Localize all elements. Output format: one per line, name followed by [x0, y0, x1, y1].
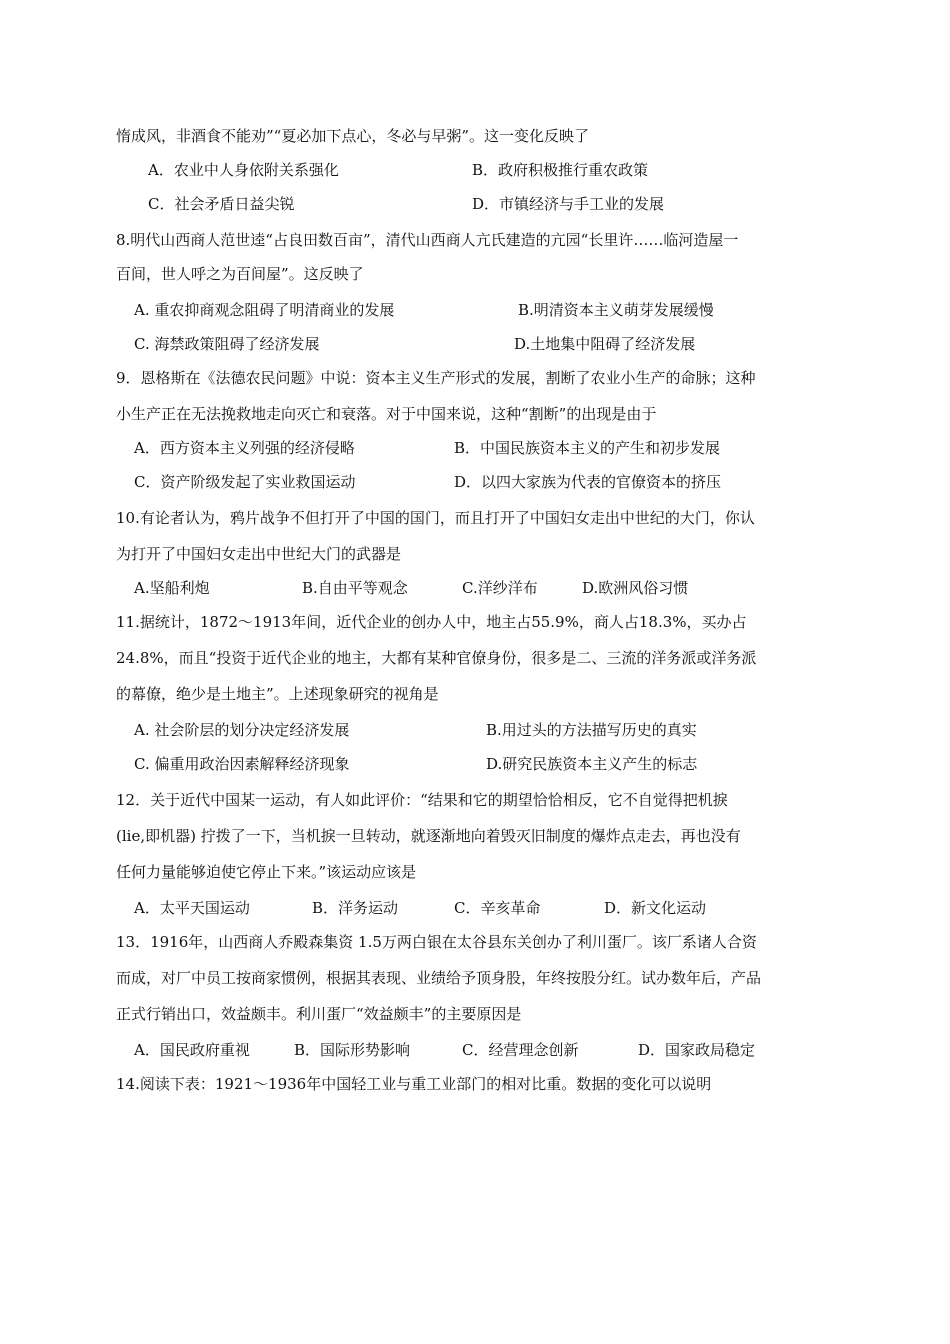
q13-option-c: C．经营理念创新 [462, 1041, 579, 1059]
question-8-stem-line-2: 百间，世人呼之为百间屋”。这反映了 [116, 265, 364, 283]
question-7-stem-line: 惰成风，非酒食不能劝”“夏必加下点心，冬必与早粥”。这一变化反映了 [116, 127, 590, 145]
q12-option-c: C．辛亥革命 [454, 899, 541, 917]
question-10-stem-line-1: 10.有论者认为，鸦片战争不但打开了中国的国门，而且打开了中国妇女走出中世纪的大门，你认 [116, 509, 755, 527]
q9-option-d: D．以四大家族为代表的官僚资本的挤压 [454, 473, 722, 491]
q12-option-b: B．洋务运动 [312, 899, 399, 917]
q10-option-a: A.坚船利炮 [134, 579, 210, 597]
question-8-stem-line-1: 8.明代山西商人范世逵“占良田数百亩”，清代山西商人亢氏建造的亢园“长里许……临河造屋一 [116, 231, 739, 249]
q13-option-a: A．国民政府重视 [134, 1041, 250, 1059]
question-11-stem-line-1: 11.据统计，1872～1913年间，近代企业的创办人中，地主占55.9%，商人占18.3%，买办占 [116, 613, 747, 631]
q11-option-d: D.研究民族资本主义产生的标志 [486, 755, 698, 773]
q12-option-d: D．新文化运动 [604, 899, 707, 917]
question-13-stem-line-1: 13．1916年，山西商人乔殿森集资 1.5万两白银在太谷县东关创办了利川蛋厂。该厂系诸人合资 [116, 933, 757, 951]
question-11-stem-line-2: 24.8%，而且“投资于近代企业的地主，大都有某种官僚身份，很多是二、三流的洋务派或洋务派 [116, 649, 757, 667]
q13-option-d: D．国家政局稳定 [638, 1041, 756, 1059]
q8-option-c: C. 海禁政策阻碍了经济发展 [134, 335, 320, 353]
q9-option-b: B．中国民族资本主义的产生和初步发展 [454, 439, 721, 457]
q10-option-c: C.洋纱洋布 [462, 579, 538, 597]
q11-option-c: C. 偏重用政治因素解释经济现象 [134, 755, 350, 773]
q11-option-a: A. 社会阶层的划分决定经济发展 [134, 721, 350, 739]
question-13-stem-line-3: 正式行销出口，效益颇丰。利川蛋厂“效益颇丰”的主要原因是 [116, 1005, 522, 1023]
question-14-stem-line-1: 14.阅读下表：1921～1936年中国轻工业与重工业部门的相对比重。数据的变化可以说明 [116, 1075, 712, 1093]
question-9-stem-line-2: 小生产正在无法挽救地走向灭亡和衰落。对于中国来说，这种“割断”的出现是由于 [116, 405, 657, 423]
q8-option-a: A. 重农抑商观念阻碍了明清商业的发展 [134, 301, 395, 319]
question-12-stem-line-2: (lie,即机器) 拧拨了一下，当机捩一旦转动，就逐渐地向着毁灭旧制度的爆炸点走去，再也没有 [116, 827, 741, 845]
question-9-stem-line-1: 9．恩格斯在《法德农民问题》中说：资本主义生产形式的发展，割断了农业小生产的命脉；这种 [116, 369, 756, 387]
q8-option-b: B.明清资本主义萌芽发展缓慢 [518, 301, 714, 319]
q8-option-d: D.土地集中阻碍了经济发展 [514, 335, 696, 353]
q11-option-b: B.用过头的方法描写历史的真实 [486, 721, 697, 739]
question-10-stem-line-2: 为打开了中国妇女走出中世纪大门的武器是 [116, 545, 402, 563]
q10-option-b: B.自由平等观念 [302, 579, 408, 597]
question-12-stem-line-3: 任何力量能够迫使它停止下来。”该运动应该是 [116, 863, 417, 881]
question-12-stem-line-1: 12．关于近代中国某一运动，有人如此评价：“结果和它的期望恰恰相反，它不自觉得把机捩 [116, 791, 728, 809]
q7-option-a: A．农业中人身依附关系强化 [148, 161, 339, 179]
question-13-stem-line-2: 而成，对厂中员工按商家惯例，根据其表现、业绩给予顶身股，年终按股分红。试办数年后，产品 [116, 969, 762, 987]
q10-option-d: D.欧洲风俗习惯 [582, 579, 689, 597]
q7-option-b: B．政府积极推行重农政策 [472, 161, 649, 179]
q7-option-d: D．市镇经济与手工业的发展 [472, 195, 665, 213]
q12-option-a: A．太平天国运动 [134, 899, 250, 917]
q9-option-c: C．资产阶级发起了实业救国运动 [134, 473, 356, 491]
q13-option-b: B．国际形势影响 [294, 1041, 411, 1059]
q7-option-c: C．社会矛盾日益尖锐 [148, 195, 295, 213]
question-11-stem-line-3: 的幕僚，绝少是土地主”。上述现象研究的视角是 [116, 685, 439, 703]
q9-option-a: A．西方资本主义列强的经济侵略 [134, 439, 355, 457]
